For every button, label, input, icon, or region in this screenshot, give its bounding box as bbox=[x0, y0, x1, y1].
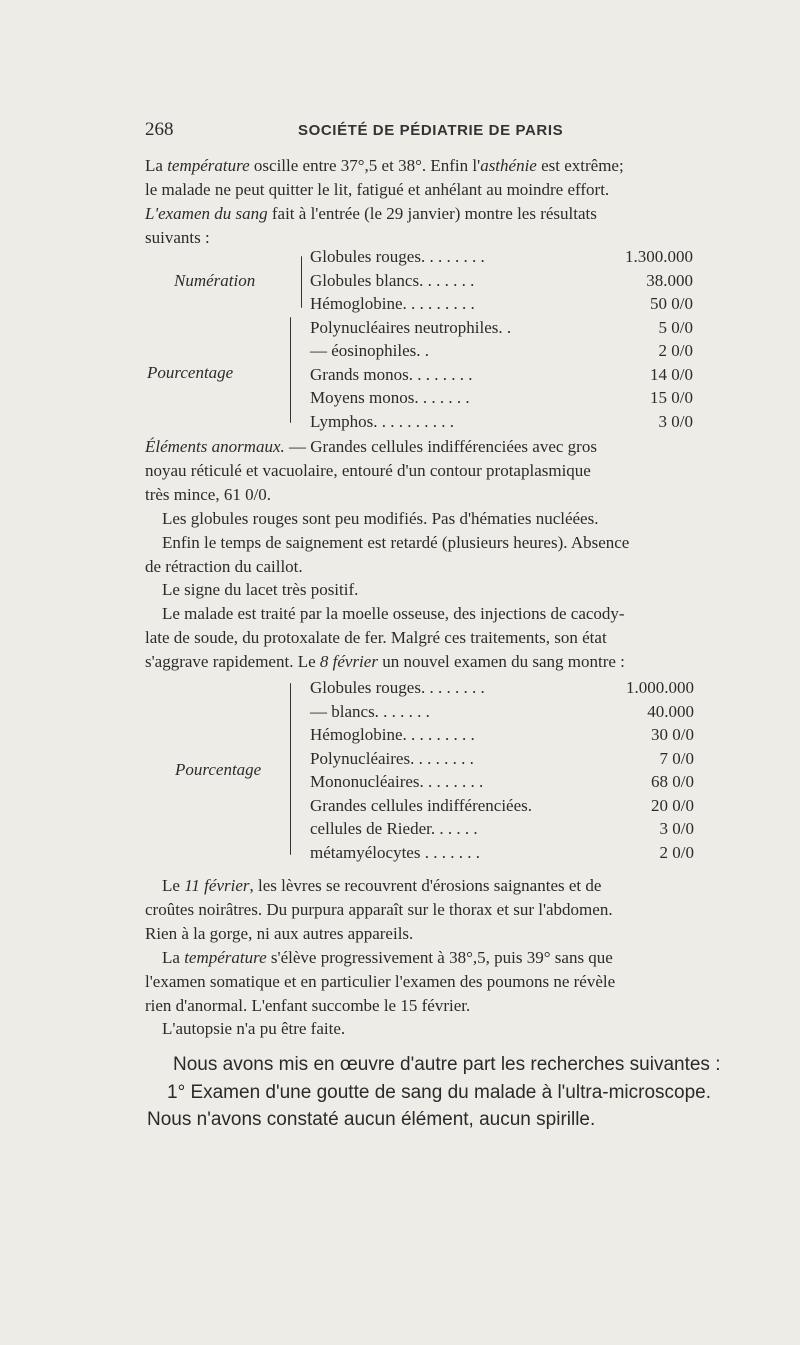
table1-row-value: 2 0/0 bbox=[658, 341, 693, 360]
table1-row-value: 15 0/0 bbox=[650, 388, 693, 407]
table2-row-value: 20 0/0 bbox=[651, 795, 694, 815]
lacet-line: Le signe du lacet très positif. bbox=[162, 580, 359, 599]
table1-row-label: Moyens monos. . . . . . . bbox=[310, 388, 470, 407]
table2-row-value: 40.000 bbox=[647, 701, 694, 721]
traitement-line-2: late de soude, du protoxalate de fer. Malgré ces traitements, son état bbox=[145, 628, 607, 647]
table2-row-label: métamyélocytes . . . . . . . bbox=[310, 842, 480, 862]
table1-row-label: Lymphos. . . . . . . . . . bbox=[310, 411, 455, 431]
table2-row-label: Grandes cellules indifférenciées. bbox=[310, 795, 533, 815]
intro-line-1: La température oscille entre 37°,5 et 38°. Enfin l'asthénie est extrême; bbox=[145, 156, 624, 175]
table2-row-label: Polynucléaires. . . . . . . . bbox=[310, 748, 474, 768]
temperature-line-1: La température s'élève progressivement à 38°,5, puis 39° sans que bbox=[162, 948, 613, 967]
elements-anormaux-line-2: noyau réticulé et vacuolaire, entouré d'un contour protaplasmique bbox=[145, 461, 591, 480]
table1-row-value: 50 0/0 bbox=[650, 294, 693, 313]
table1-row-value: 5 0/0 bbox=[658, 317, 693, 337]
table1-row-value: 1.300.000 bbox=[625, 247, 693, 266]
table1-row-value: 38.000 bbox=[646, 270, 693, 290]
final-line-2: 1° Examen d'une goutte de sang du malade à l'ultra-microscope. bbox=[167, 1082, 712, 1103]
table1-row-label: Globules rouges. . . . . . . . bbox=[310, 247, 485, 266]
saignement-line-1: Enfin le temps de saignement est retardé (plusieurs heures). Absence bbox=[162, 533, 630, 552]
saignement-line-2: de rétraction du caillot. bbox=[145, 557, 303, 576]
numeration-label: Numération bbox=[174, 271, 256, 290]
fevrier-line-2: croûtes noirâtres. Du purpura apparaît sur le thorax et sur l'abdomen. bbox=[145, 900, 613, 919]
table2-row-value: 1.000.000 bbox=[626, 678, 694, 697]
table1-row-value: 14 0/0 bbox=[650, 364, 693, 384]
table2-row-label: — blancs. . . . . . . bbox=[310, 701, 430, 721]
final-line-3: Nous n'avons constaté aucun élément, aucun spirille. bbox=[147, 1109, 596, 1130]
table2-row-value: 7 0/0 bbox=[659, 748, 694, 768]
brace-pourcentage-1 bbox=[290, 317, 291, 423]
elements-anormaux-line-3: très mince, 61 0/0. bbox=[145, 485, 272, 504]
autopsie-line: L'autopsie n'a pu être faite. bbox=[162, 1019, 346, 1038]
table1-row-label: — éosinophiles. . bbox=[310, 341, 429, 360]
running-header: SOCIÉTÉ DE PÉDIATRIE DE PARIS bbox=[298, 122, 564, 139]
traitement-line-3: s'aggrave rapidement. Le 8 février un nouvel examen du sang montre : bbox=[145, 652, 625, 671]
table1-row-label: Hémoglobine. . . . . . . . . bbox=[310, 294, 475, 313]
elements-anormaux-line-1: Éléments anormaux. — Grandes cellules indifférenciées avec gros bbox=[145, 437, 597, 456]
temperature-line-2: l'examen somatique et en particulier l'examen des poumons ne révèle bbox=[145, 972, 616, 991]
brace-numeration bbox=[301, 256, 302, 308]
table2-row-value: 68 0/0 bbox=[651, 772, 694, 791]
table1-row-label: Globules blancs. . . . . . . bbox=[310, 270, 475, 290]
table2-row-label: cellules de Rieder. . . . . . bbox=[310, 819, 478, 838]
table1-row-label: Polynucléaires neutrophiles. . bbox=[310, 317, 512, 337]
final-line-1: Nous avons mis en œuvre d'autre part les recherches suivantes : bbox=[173, 1054, 721, 1075]
intro-line-4: suivants : bbox=[145, 228, 210, 247]
table2-row-label: Mononucléaires. . . . . . . . bbox=[310, 772, 484, 791]
intro-line-2: le malade ne peut quitter le lit, fatigué et anhélant au moindre effort. bbox=[145, 180, 610, 199]
fevrier-line-1: Le 11 février, les lèvres se recouvrent d'érosions saignantes et de bbox=[162, 876, 602, 895]
fevrier-line-3: Rien à la gorge, ni aux autres appareils. bbox=[145, 924, 414, 943]
table1-row-label: Grands monos. . . . . . . . bbox=[310, 364, 473, 384]
table2-row-label: Globules rouges. . . . . . . . bbox=[310, 678, 485, 697]
page-number: 268 bbox=[145, 119, 174, 140]
table2-row-value: 30 0/0 bbox=[651, 725, 694, 744]
temperature-line-3: rien d'anormal. L'enfant succombe le 15 février. bbox=[145, 996, 471, 1015]
intro-line-3: L'examen du sang fait à l'entrée (le 29 janvier) montre les résultats bbox=[145, 204, 597, 223]
globules-rouges-line: Les globules rouges sont peu modifiés. Pas d'hématies nucléées. bbox=[162, 509, 599, 528]
traitement-line-1: Le malade est traité par la moelle osseuse, des injections de cacody- bbox=[162, 604, 625, 623]
brace-pourcentage-2 bbox=[290, 683, 291, 855]
table2-row-value: 2 0/0 bbox=[659, 842, 694, 862]
pourcentage-label-2: Pourcentage bbox=[175, 760, 262, 779]
table2-row-value: 3 0/0 bbox=[659, 819, 694, 838]
table1-row-value: 3 0/0 bbox=[658, 411, 693, 431]
table2-row-label: Hémoglobine. . . . . . . . . bbox=[310, 725, 475, 744]
pourcentage-label-1: Pourcentage bbox=[147, 363, 234, 382]
